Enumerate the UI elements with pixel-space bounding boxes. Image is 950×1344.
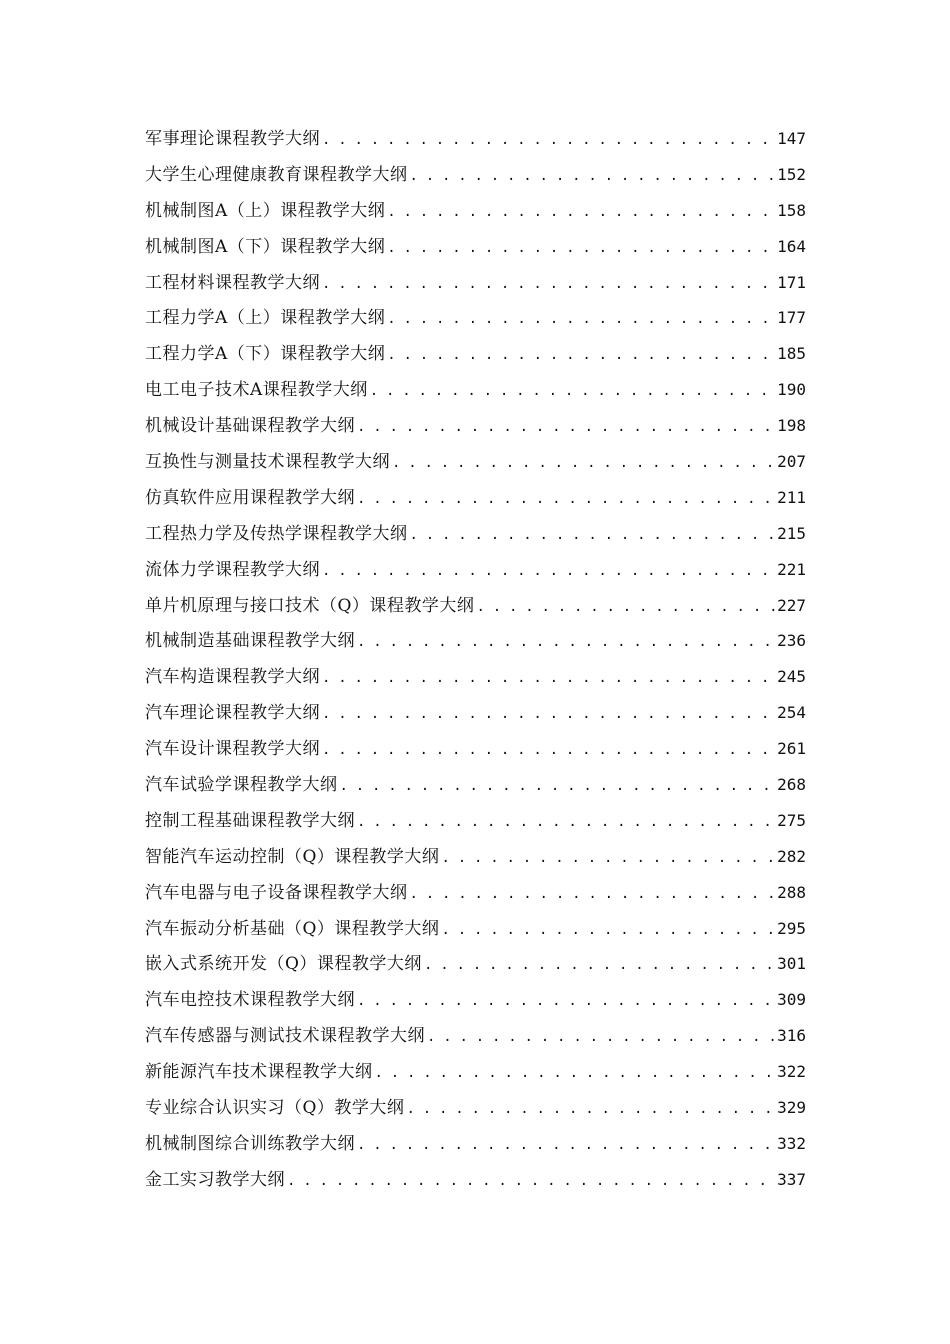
toc-dot-leader	[322, 660, 775, 697]
toc-page-number: 198	[777, 416, 806, 436]
toc-entry[interactable]	[145, 121, 806, 157]
toc-page-number: 177	[777, 308, 806, 328]
toc-dot-leader	[427, 1019, 775, 1056]
toc-dot-leader	[340, 768, 776, 805]
toc-dot-leader	[322, 696, 775, 733]
toc-entry-title: 汽车传感器与测试技术课程教学大纲	[145, 1026, 425, 1047]
toc-dot-leader	[441, 840, 775, 877]
toc-entry-title: 军事理论课程教学大纲	[145, 129, 320, 149]
toc-entry[interactable]	[145, 1162, 806, 1198]
toc-entry[interactable]	[145, 336, 806, 372]
toc-page-number: 268	[777, 775, 806, 795]
toc-dot-leader	[410, 517, 776, 554]
toc-dot-leader	[392, 445, 775, 482]
toc-entry[interactable]	[145, 1018, 806, 1054]
toc-entry-title: 机械制图A（上）课程教学大纲	[145, 200, 386, 221]
toc-entry-title: 金工实习教学大纲	[145, 1169, 285, 1190]
toc-entry[interactable]	[145, 731, 806, 767]
toc-dot-leader	[441, 912, 775, 949]
toc-page-number: 185	[777, 344, 806, 364]
toc-entry[interactable]	[145, 1054, 806, 1090]
toc-entry[interactable]	[145, 875, 806, 911]
toc-dot-leader	[424, 947, 775, 984]
toc-entry-title: 汽车试验学课程教学大纲	[145, 775, 338, 796]
toc-entry[interactable]	[145, 767, 806, 803]
toc-page-number: 190	[777, 380, 806, 400]
toc-dot-leader	[322, 122, 775, 159]
toc-page-number: 158	[777, 200, 806, 220]
toc-entry-title: 机械制造基础课程教学大纲	[145, 631, 355, 652]
toc-entry[interactable]	[145, 982, 806, 1018]
toc-entry[interactable]	[145, 623, 806, 659]
toc-dot-leader	[476, 589, 775, 626]
toc-entry[interactable]	[145, 552, 806, 588]
table-of-contents	[145, 121, 806, 1198]
toc-entry-title: 控制工程基础课程教学大纲	[145, 810, 355, 831]
toc-page-number: 164	[777, 236, 806, 256]
toc-entry-title: 嵌入式系统开发（Q）课程教学大纲	[145, 954, 422, 975]
toc-page-number: 275	[777, 810, 806, 830]
toc-page-number: 245	[777, 667, 806, 687]
toc-entry-title: 电工电子技术A课程教学大纲	[145, 380, 368, 401]
toc-page-number: 227	[777, 595, 806, 615]
toc-entry[interactable]	[145, 265, 806, 301]
toc-entry[interactable]	[145, 659, 806, 695]
toc-page-number: 329	[777, 1098, 806, 1118]
toc-dot-leader	[410, 158, 776, 195]
toc-entry-title: 工程材料课程教学大纲	[145, 272, 320, 293]
toc-page-number: 282	[777, 846, 806, 866]
toc-page-number: 295	[777, 918, 806, 938]
toc-entry[interactable]	[145, 695, 806, 731]
toc-entry[interactable]	[145, 193, 806, 229]
toc-page-number: 211	[777, 487, 806, 507]
toc-dot-leader	[375, 1055, 776, 1092]
toc-entry[interactable]	[145, 516, 806, 552]
toc-dot-leader	[387, 194, 775, 231]
toc-dot-leader	[370, 373, 775, 410]
toc-entry[interactable]	[145, 372, 806, 408]
toc-entry[interactable]	[145, 911, 806, 947]
toc-dot-leader	[406, 1091, 775, 1128]
toc-entry-title: 单片机原理与接口技术（Q）课程教学大纲	[145, 595, 475, 616]
toc-entry-title: 机械制图综合训练教学大纲	[145, 1133, 355, 1154]
toc-page-number: 236	[777, 631, 806, 651]
toc-entry-title: 工程力学A（上）课程教学大纲	[145, 308, 386, 329]
toc-entry-title: 汽车构造课程教学大纲	[145, 667, 320, 688]
toc-page-number: 207	[777, 452, 806, 472]
toc-entry-title: 仿真软件应用课程教学大纲	[145, 487, 355, 508]
toc-entry-title: 智能汽车运动控制（Q）课程教学大纲	[145, 846, 440, 867]
toc-page-number: 147	[777, 129, 806, 148]
toc-dot-leader	[387, 337, 775, 374]
toc-entry-title: 大学生心理健康教育课程教学大纲	[145, 164, 408, 185]
toc-dot-leader	[357, 481, 775, 518]
toc-page-number: 337	[777, 1169, 806, 1189]
toc-entry-title: 汽车理论课程教学大纲	[145, 703, 320, 724]
toc-dot-leader	[357, 1127, 775, 1164]
toc-dot-leader	[322, 732, 775, 769]
toc-entry[interactable]	[145, 839, 806, 875]
toc-entry[interactable]	[145, 300, 806, 336]
toc-page-number: 309	[777, 990, 806, 1010]
toc-dot-leader	[357, 804, 775, 841]
toc-entry[interactable]	[145, 1090, 806, 1126]
toc-entry[interactable]	[145, 480, 806, 516]
toc-entry-title: 工程热力学及传热学课程教学大纲	[145, 523, 408, 544]
toc-dot-leader	[357, 624, 775, 661]
toc-entry-title: 汽车振动分析基础（Q）课程教学大纲	[145, 918, 440, 939]
toc-entry[interactable]	[145, 946, 806, 982]
toc-page-number: 322	[777, 1062, 806, 1082]
toc-entry[interactable]	[145, 157, 806, 193]
toc-entry[interactable]	[145, 803, 806, 839]
toc-page-number: 215	[777, 523, 806, 543]
toc-entry-title: 互换性与测量技术课程教学大纲	[145, 452, 390, 473]
toc-dot-leader	[357, 409, 775, 446]
toc-entry-title: 汽车电器与电子设备课程教学大纲	[145, 882, 408, 903]
toc-entry-title: 汽车设计课程教学大纲	[145, 739, 320, 760]
toc-dot-leader	[357, 983, 775, 1020]
toc-dot-leader	[410, 876, 776, 913]
toc-dot-leader	[287, 1163, 775, 1200]
toc-entry-title: 专业综合认识实习（Q）教学大纲	[145, 1098, 405, 1119]
toc-entry-title: 机械设计基础课程教学大纲	[145, 416, 355, 437]
toc-page-number: 316	[777, 1026, 806, 1046]
toc-entry-title: 汽车电控技术课程教学大纲	[145, 990, 355, 1011]
toc-entry-title: 机械制图A（下）课程教学大纲	[145, 236, 386, 257]
toc-dot-leader	[387, 301, 775, 338]
toc-entry-title: 工程力学A（下）课程教学大纲	[145, 344, 386, 365]
toc-entry-title: 流体力学课程教学大纲	[145, 559, 320, 580]
toc-page-number: 332	[777, 1133, 806, 1153]
toc-page-number: 171	[777, 272, 806, 292]
toc-dot-leader	[387, 230, 775, 267]
toc-entry[interactable]	[145, 588, 806, 624]
toc-page-number: 152	[777, 164, 806, 184]
toc-dot-leader	[322, 553, 775, 590]
toc-page-number: 254	[777, 703, 806, 723]
toc-page-number: 221	[777, 559, 806, 579]
toc-page-number: 261	[777, 739, 806, 759]
toc-entry-title: 新能源汽车技术课程教学大纲	[145, 1062, 373, 1083]
toc-entry[interactable]	[145, 229, 806, 265]
toc-page-number: 301	[777, 954, 806, 974]
toc-entry[interactable]	[145, 444, 806, 480]
toc-entry[interactable]	[145, 1126, 806, 1162]
toc-page-number: 288	[777, 882, 806, 902]
toc-entry[interactable]	[145, 408, 806, 444]
toc-dot-leader	[322, 266, 775, 303]
